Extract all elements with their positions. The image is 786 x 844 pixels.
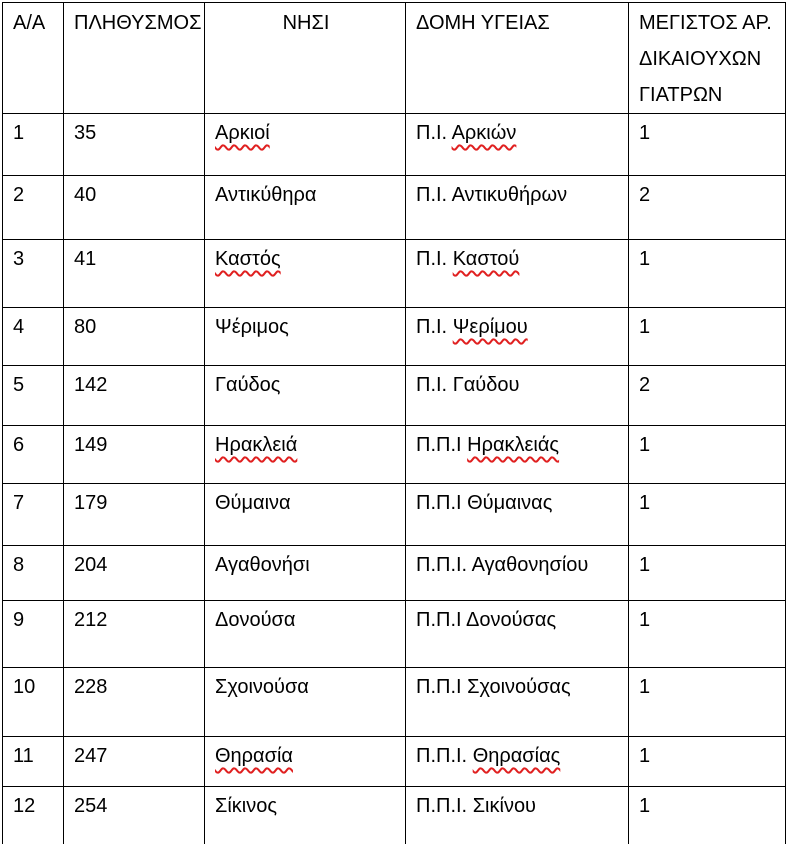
facility-word: Σχοινούσας (467, 676, 571, 698)
island-word: Θύμαινα (215, 492, 291, 514)
cell-population: 149 (64, 426, 205, 484)
cell-aa: 4 (3, 308, 64, 366)
cell-island (205, 366, 406, 426)
table-row (3, 114, 786, 176)
cell-aa: 1 (3, 114, 64, 176)
table-row (3, 484, 786, 546)
facility-prefix: Π.Ι. (416, 374, 448, 396)
cell-max-doctors: 1 (629, 787, 786, 844)
cell-aa: 3 (3, 240, 64, 308)
island-word: Δονούσα (215, 609, 296, 631)
header-max-doctors-line1: ΜΕΓΙΣΤΟΣ ΑΡ. (639, 12, 772, 34)
cell-max-doctors: 1 (629, 240, 786, 308)
facility-word: Αρκιών (451, 122, 517, 144)
cell-population: 41 (64, 240, 205, 308)
cell-population: 179 (64, 484, 205, 546)
cell-facility (406, 601, 629, 668)
facility-word: Θηρασίας (472, 745, 561, 767)
cell-facility (406, 546, 629, 601)
header-health-facility: ΔΟΜΗ ΥΓΕΙΑΣ (406, 3, 629, 114)
cell-island (205, 787, 406, 844)
cell-aa: 2 (3, 176, 64, 240)
table-row (3, 366, 786, 426)
cell-aa: 8 (3, 546, 64, 601)
facility-prefix: Π.Ι. (416, 248, 448, 270)
table-row (3, 546, 786, 601)
facility-prefix: Π.Ι. (416, 122, 448, 144)
cell-aa: 10 (3, 668, 64, 737)
facility-word: Αγαθονησίου (471, 554, 589, 576)
cell-island (205, 546, 406, 601)
island-word: Σχοινούσα (215, 676, 309, 698)
facility-prefix: Π.Π.Ι (416, 434, 462, 456)
document-canvas[interactable] (0, 2, 786, 844)
facility-word: Ψερίμου (452, 316, 528, 338)
table-row (3, 308, 786, 366)
island-word: Ηρακλειά (215, 434, 298, 456)
header-island: ΝΗΣΙ (205, 3, 406, 114)
island-word: Αρκιοί (215, 122, 270, 144)
table-row (3, 240, 786, 308)
cell-population: 80 (64, 308, 205, 366)
facility-prefix: Π.Π.Ι. (416, 745, 468, 767)
cell-island (205, 668, 406, 737)
cell-population: 254 (64, 787, 205, 844)
cell-island (205, 426, 406, 484)
cell-facility (406, 787, 629, 844)
facility-word: Ηρακλειάς (467, 434, 560, 456)
islands-doctors-table (2, 2, 786, 844)
cell-island (205, 240, 406, 308)
cell-aa: 5 (3, 366, 64, 426)
cell-max-doctors: 1 (629, 484, 786, 546)
cell-population: 40 (64, 176, 205, 240)
facility-prefix: Π.Ι. (416, 316, 448, 338)
cell-aa: 7 (3, 484, 64, 546)
facility-prefix: Π.Π.Ι (416, 492, 462, 514)
cell-max-doctors: 1 (629, 668, 786, 737)
facility-prefix: Π.Π.Ι. (416, 795, 468, 817)
island-word: Θηρασία (215, 745, 293, 767)
cell-max-doctors: 1 (629, 601, 786, 668)
table-row (3, 737, 786, 787)
cell-island (205, 484, 406, 546)
cell-island (205, 737, 406, 787)
cell-population: 247 (64, 737, 205, 787)
facility-word: Γαύδου (452, 374, 520, 396)
cell-population: 204 (64, 546, 205, 601)
cell-max-doctors: 1 (629, 426, 786, 484)
cell-population: 142 (64, 366, 205, 426)
facility-word: Αντικυθήρων (451, 184, 568, 206)
cell-facility (406, 308, 629, 366)
island-word: Σίκινος (215, 795, 278, 817)
cell-facility (406, 484, 629, 546)
table-row (3, 426, 786, 484)
island-word: Καστός (215, 248, 281, 270)
cell-population: 35 (64, 114, 205, 176)
table-header-row (3, 3, 786, 114)
header-max-doctors-line2: ΔΙΚΑΙΟΥΧΩΝ (639, 48, 762, 70)
cell-facility (406, 240, 629, 308)
cell-aa: 11 (3, 737, 64, 787)
cell-population: 212 (64, 601, 205, 668)
cell-facility (406, 176, 629, 240)
facility-word: Σικίνου (472, 795, 536, 817)
cell-max-doctors: 1 (629, 546, 786, 601)
facility-word: Δονούσας (466, 609, 557, 631)
cell-max-doctors: 2 (629, 176, 786, 240)
facility-prefix: Π.Π.Ι. (416, 554, 468, 576)
cell-population: 228 (64, 668, 205, 737)
cell-max-doctors: 1 (629, 114, 786, 176)
facility-prefix: Π.Π.Ι (416, 676, 462, 698)
cell-facility (406, 366, 629, 426)
cell-max-doctors: 2 (629, 366, 786, 426)
header-max-doctors (629, 3, 786, 114)
cell-island (205, 114, 406, 176)
header-population: ΠΛΗΘΥΣΜΟΣ (64, 3, 205, 114)
facility-word: Θύμαινας (467, 492, 553, 514)
cell-island (205, 308, 406, 366)
cell-facility (406, 114, 629, 176)
cell-max-doctors: 1 (629, 737, 786, 787)
table-row (3, 176, 786, 240)
cell-facility (406, 668, 629, 737)
island-word: Αντικύθηρα (215, 184, 317, 206)
cell-max-doctors: 1 (629, 308, 786, 366)
header-aa: Α/Α (3, 3, 64, 114)
island-word: Γαύδος (215, 374, 281, 396)
island-word: Ψέριμος (215, 316, 289, 338)
table-row (3, 787, 786, 844)
cell-aa: 12 (3, 787, 64, 844)
facility-word: Καστού (452, 248, 520, 270)
cell-facility (406, 737, 629, 787)
island-word: Αγαθονήσι (215, 554, 310, 576)
facility-prefix: Π.Π.Ι (416, 609, 462, 631)
header-max-doctors-line3: ΓΙΑΤΡΩΝ (639, 84, 723, 106)
facility-prefix: Π.Ι. (416, 184, 448, 206)
cell-facility (406, 426, 629, 484)
cell-aa: 6 (3, 426, 64, 484)
table-row (3, 668, 786, 737)
cell-aa: 9 (3, 601, 64, 668)
cell-island (205, 176, 406, 240)
cell-island (205, 601, 406, 668)
table-row (3, 601, 786, 668)
